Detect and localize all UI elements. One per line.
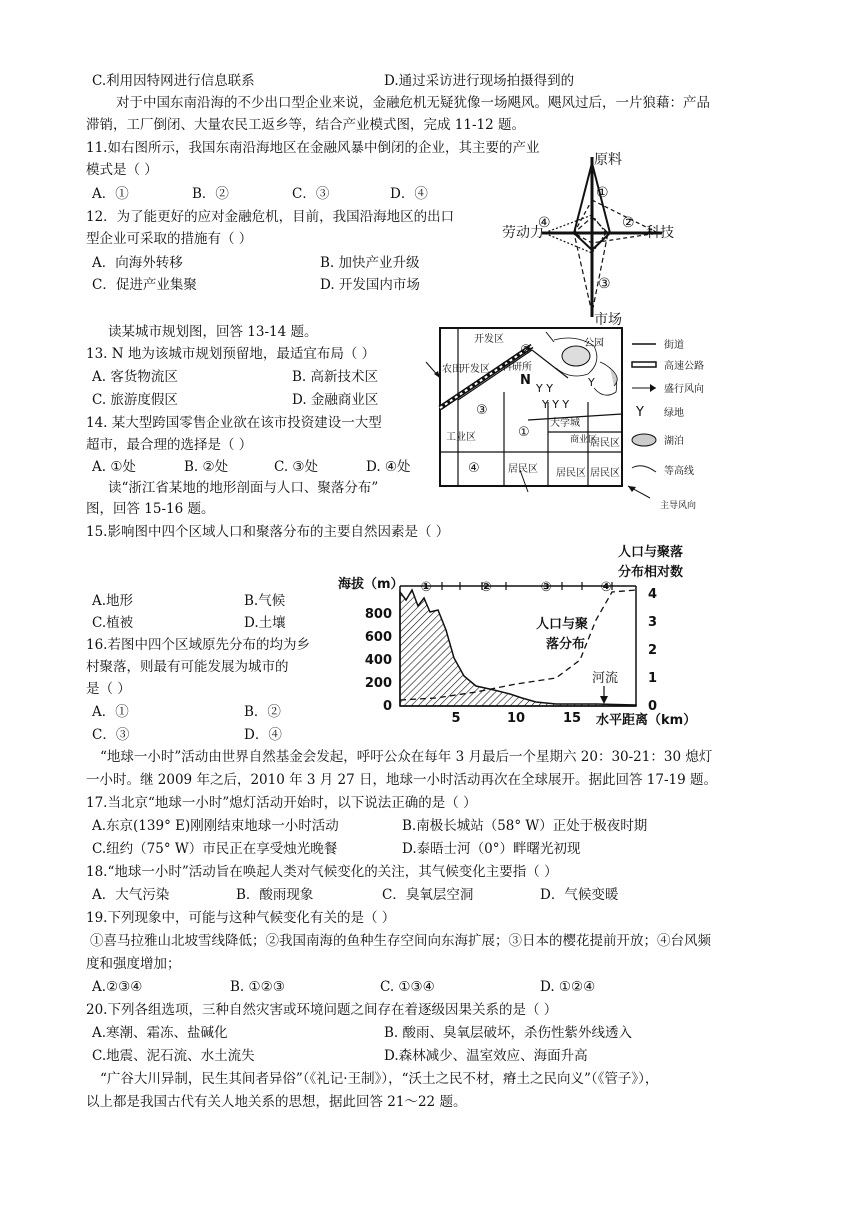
label-residential-2: 居民区 bbox=[508, 464, 538, 475]
legend-highway-symbol bbox=[632, 362, 656, 367]
q19-option-b: B. ①②③ bbox=[230, 979, 285, 995]
label-research: 科研所 bbox=[502, 362, 532, 373]
q13-option-c: C. 旅游度假区 bbox=[92, 392, 178, 408]
label-residential-4: 居民区 bbox=[590, 468, 620, 479]
lake bbox=[562, 346, 590, 366]
q12-option-d: D. 开发国内市场 bbox=[320, 277, 420, 293]
river-label: 河流 bbox=[592, 671, 619, 686]
intro-13-14: 读某城市规划图，回答 13-14 题。 bbox=[108, 324, 318, 340]
y-tick-label: 0 bbox=[382, 699, 392, 714]
q19-stem: 19.下列现象中，可能与这种气候变化有关的是（ ） bbox=[86, 910, 396, 926]
map-mark-2: ② bbox=[520, 343, 532, 358]
label-nongtian: 农田 bbox=[442, 364, 462, 375]
q14-option-d: D. ④处 bbox=[366, 459, 411, 475]
legend-lake: 湖泊 bbox=[664, 436, 684, 447]
label-n: N bbox=[520, 373, 531, 388]
y-tick-label: 400 bbox=[364, 653, 392, 668]
y-tick-label: 800 bbox=[364, 607, 392, 622]
q14-stem-line2: 超市，最合理的选择是（ ） bbox=[86, 437, 253, 453]
q11-stem-line2: 模式是（ ） bbox=[86, 162, 158, 178]
q16-option-b: B．② bbox=[244, 704, 281, 720]
legend-contour: 等高线 bbox=[664, 466, 694, 477]
intro-21-22-line1: “广谷大川异制，民生其间者异俗”（《礼记·王制》），“沃土之民不材，瘠土之民向义”（《管子》）， bbox=[100, 1071, 659, 1087]
q13-option-d: D. 金融商业区 bbox=[292, 392, 379, 408]
mark-4: ④ bbox=[538, 215, 551, 231]
terrain-profile bbox=[400, 590, 636, 706]
q18-option-c: C．臭氧层空洞 bbox=[382, 887, 474, 903]
y2-axis-label-2: 分布相对数 bbox=[618, 565, 684, 580]
q13-stem: 13. N 地为该城市规划预留地，最适宜布局（ ） bbox=[86, 346, 376, 362]
intro-11-12-line2: 滞销，工厂倒闭、大量农民工返乡等，结合产业模式图，完成 11-12 题。 bbox=[86, 117, 525, 133]
curve-label-1: 人口与聚 bbox=[536, 617, 589, 632]
x-tick-label: 10 bbox=[506, 711, 526, 726]
river-arrow-head bbox=[600, 696, 608, 704]
q19-option-c: C. ①③④ bbox=[380, 979, 435, 995]
q18-option-d: D．气候变暖 bbox=[540, 887, 619, 903]
q14-option-b: B. ②处 bbox=[184, 459, 229, 475]
legend-highway: 高速公路 bbox=[664, 361, 704, 372]
q17-stem: 17.当北京“地球一小时”熄灯活动开始时，以下说法正确的是（ ） bbox=[86, 795, 477, 811]
q10-option-c: C.利用因特网进行信息联系 bbox=[92, 73, 255, 89]
label-kaifaqu-top: 开发区 bbox=[474, 334, 504, 345]
q18-option-a: A．大气污染 bbox=[92, 887, 170, 903]
q17-option-d: D.泰晤士河（0°）畔曙光初现 bbox=[402, 841, 581, 857]
x-tick-label: 15 bbox=[562, 711, 582, 726]
q16-stem-line2: 村聚落，则最有可能发展为城市的 bbox=[86, 659, 289, 675]
q15-option-d: D.土壤 bbox=[244, 615, 286, 631]
q19-option-d: D. ①②④ bbox=[540, 979, 596, 995]
q14-stem-line1: 14. 某大型跨国零售企业欲在该市投资建设一大型 bbox=[86, 415, 382, 431]
legend-green-symbol: Y bbox=[636, 405, 644, 420]
terrain-profile-chart bbox=[336, 540, 706, 730]
q16-option-c: C．③ bbox=[92, 727, 130, 743]
label-commercial: 商业区 bbox=[570, 435, 598, 445]
legend-contour-symbol bbox=[632, 466, 656, 472]
intro-15-16-line2: 图，回答 15-16 题。 bbox=[86, 501, 215, 517]
y-tick-label: 600 bbox=[364, 630, 392, 645]
q15-option-a: A.地形 bbox=[92, 593, 134, 609]
legend-wind: 盛行风向 bbox=[664, 384, 704, 395]
q15-option-c: C.植被 bbox=[92, 615, 134, 631]
mark-1: ① bbox=[596, 185, 609, 201]
q16-option-d: D．④ bbox=[244, 727, 282, 743]
q15-stem: 15.影响图中四个区域人口和聚落分布的主要自然因素是（ ） bbox=[86, 524, 450, 540]
label-residential-3: 居民区 bbox=[556, 468, 586, 479]
label-industrial: 工业区 bbox=[446, 432, 476, 443]
label-technology: 科技 bbox=[646, 225, 674, 241]
q12-option-c: C．促进产业集聚 bbox=[92, 277, 197, 293]
green-symbol: Y Y bbox=[536, 382, 553, 395]
x-axis-label: 水平距离（km） bbox=[596, 713, 697, 728]
region-label: ③ bbox=[540, 580, 552, 595]
intro-17-19-line1: “地球一小时”活动由世界自然基金会发起，呼吁公众在每年 3 月最后一个星期六 20：30-21：30 熄灯 bbox=[100, 749, 713, 765]
region-label: ① bbox=[420, 580, 432, 595]
legend-street: 街道 bbox=[664, 340, 684, 351]
city-planning-map bbox=[424, 322, 724, 514]
y-axis-label: 海拔（m） bbox=[338, 577, 404, 592]
q13-option-a: A. 客货物流区 bbox=[92, 369, 178, 385]
q19-option-a: A.②③④ bbox=[92, 979, 143, 995]
q12-stem-line1: 12．为了能更好的应对金融危机，目前，我国沿海地区的出口 bbox=[86, 209, 455, 225]
y2-tick-label: 1 bbox=[648, 671, 658, 686]
q11-option-d: D．④ bbox=[390, 186, 428, 202]
y-tick-label: 200 bbox=[364, 676, 392, 691]
intro-15-16-line1: 读“浙江省某地的地形剖面与人口、聚落分布” bbox=[108, 480, 379, 496]
q20-option-b: B. 酸雨、臭氧层破坏，杀伤性紫外线透入 bbox=[384, 1025, 633, 1041]
q17-option-b: B.南极长城站（58° W）正处于极夜时期 bbox=[402, 818, 648, 834]
mark-3: ③ bbox=[598, 276, 611, 292]
intro-17-19-line2: 一小时。继 2009 年之后，2010 年 3 月 27 日，地球一小时活动再次在全球展开。据此回答 17-19 题。 bbox=[86, 772, 718, 788]
q18-option-b: B．酸雨现象 bbox=[236, 887, 314, 903]
map-mark-3: ③ bbox=[476, 403, 488, 418]
q13-option-b: B. 高新技术区 bbox=[292, 369, 379, 385]
q14-option-c: C. ③处 bbox=[274, 459, 319, 475]
intro-11-12-line1: 对于中国东南沿海的不少出口型企业来说，金融危机无疑犹像一场飓风。飓风过后，一片狼藉：产品 bbox=[116, 95, 710, 111]
intro-21-22-line2: 以上都是我国古代有关人地关系的思想，据此回答 21～22 题。 bbox=[86, 1094, 467, 1110]
q10-option-d: D.通过采访进行现场拍摄得到的 bbox=[384, 73, 575, 89]
label-kaifaqu-left: 开发区 bbox=[460, 364, 490, 375]
q12-option-b: B. 加快产业升级 bbox=[320, 255, 420, 271]
map-mark-1: ① bbox=[518, 425, 530, 440]
y2-tick-label: 4 bbox=[648, 587, 658, 602]
green-symbol: Y bbox=[588, 376, 595, 389]
q16-stem-line3: 是（ ） bbox=[86, 681, 131, 697]
legend-wind-head bbox=[650, 384, 656, 392]
region-label: ② bbox=[480, 580, 492, 595]
legend-green: 绿地 bbox=[664, 408, 684, 419]
q20-option-d: D.森林减少、温室效应、海面升高 bbox=[384, 1048, 588, 1064]
x-tick-label: 5 bbox=[451, 711, 461, 726]
q16-option-a: A．① bbox=[92, 704, 129, 720]
y2-tick-label: 2 bbox=[648, 643, 658, 658]
q17-option-a: A.东京(139° E)刚刚结束地球一小时活动 bbox=[92, 818, 339, 834]
q20-option-c: C.地震、泥石流、水土流失 bbox=[92, 1048, 255, 1064]
map-mark-4: ④ bbox=[468, 461, 480, 476]
label-residential-1: 居民区 bbox=[590, 438, 620, 449]
y2-axis-label-1: 人口与聚落 bbox=[618, 545, 684, 560]
q11-stem-line1: 11.如右图所示，我国东南沿海地区在金融风暴中倒闭的企业，其主要的产业 bbox=[86, 140, 540, 156]
q19-line1: ①喜马拉雅山北坡雪线降低；②我国南海的鱼种生存空间向东海扩展；③日本的樱花提前开放；④台风频 bbox=[90, 933, 711, 949]
q17-option-c: C.纽约（75° W）市民正在享受烛光晚餐 bbox=[92, 841, 338, 857]
label-market: 市场 bbox=[594, 312, 622, 327]
main-wind-head bbox=[628, 486, 636, 492]
q18-stem: 18.“地球一小时”活动旨在唤起人类对气候变化的关注，其气候变化主要指（ ） bbox=[86, 864, 558, 880]
label-raw-material: 原料 bbox=[594, 152, 622, 168]
region-label: ④ bbox=[600, 580, 612, 595]
legend-main-wind: 主导风向 bbox=[660, 501, 697, 511]
q12-option-a: A．向海外转移 bbox=[92, 255, 183, 271]
green-symbol: Y Y Y bbox=[542, 398, 570, 411]
q11-option-c: C．③ bbox=[292, 186, 330, 202]
curve-label-2: 落分布 bbox=[546, 637, 586, 652]
q19-line2: 度和强度增加； bbox=[86, 956, 181, 972]
mark-2: ② bbox=[622, 215, 635, 231]
q11-option-b: B．② bbox=[192, 186, 229, 202]
q11-option-a: A．① bbox=[92, 186, 129, 202]
label-labor: 劳动力 bbox=[502, 225, 544, 241]
q20-option-a: A.寒潮、霜冻、盐碱化 bbox=[92, 1025, 228, 1041]
label-university: 大学城 bbox=[550, 418, 580, 429]
y2-tick-label: 3 bbox=[648, 615, 658, 630]
y2-tick-label: 0 bbox=[648, 699, 658, 714]
q20-stem: 20.下列各组选项，三种自然灾害或环境问题之间存在着逐级因果关系的是（ ） bbox=[86, 1002, 558, 1018]
q14-option-a: A. ①处 bbox=[92, 459, 136, 475]
q15-option-b: B.气候 bbox=[244, 593, 286, 609]
q12-stem-line2: 型企业可采取的措施有（ ） bbox=[86, 231, 253, 247]
industry-mode-diagram bbox=[498, 145, 678, 327]
label-park: 公园 bbox=[584, 338, 604, 349]
q16-stem-line1: 16.若图中四个区域原先分布的均为乡 bbox=[86, 637, 310, 653]
legend-lake-symbol bbox=[632, 434, 656, 446]
